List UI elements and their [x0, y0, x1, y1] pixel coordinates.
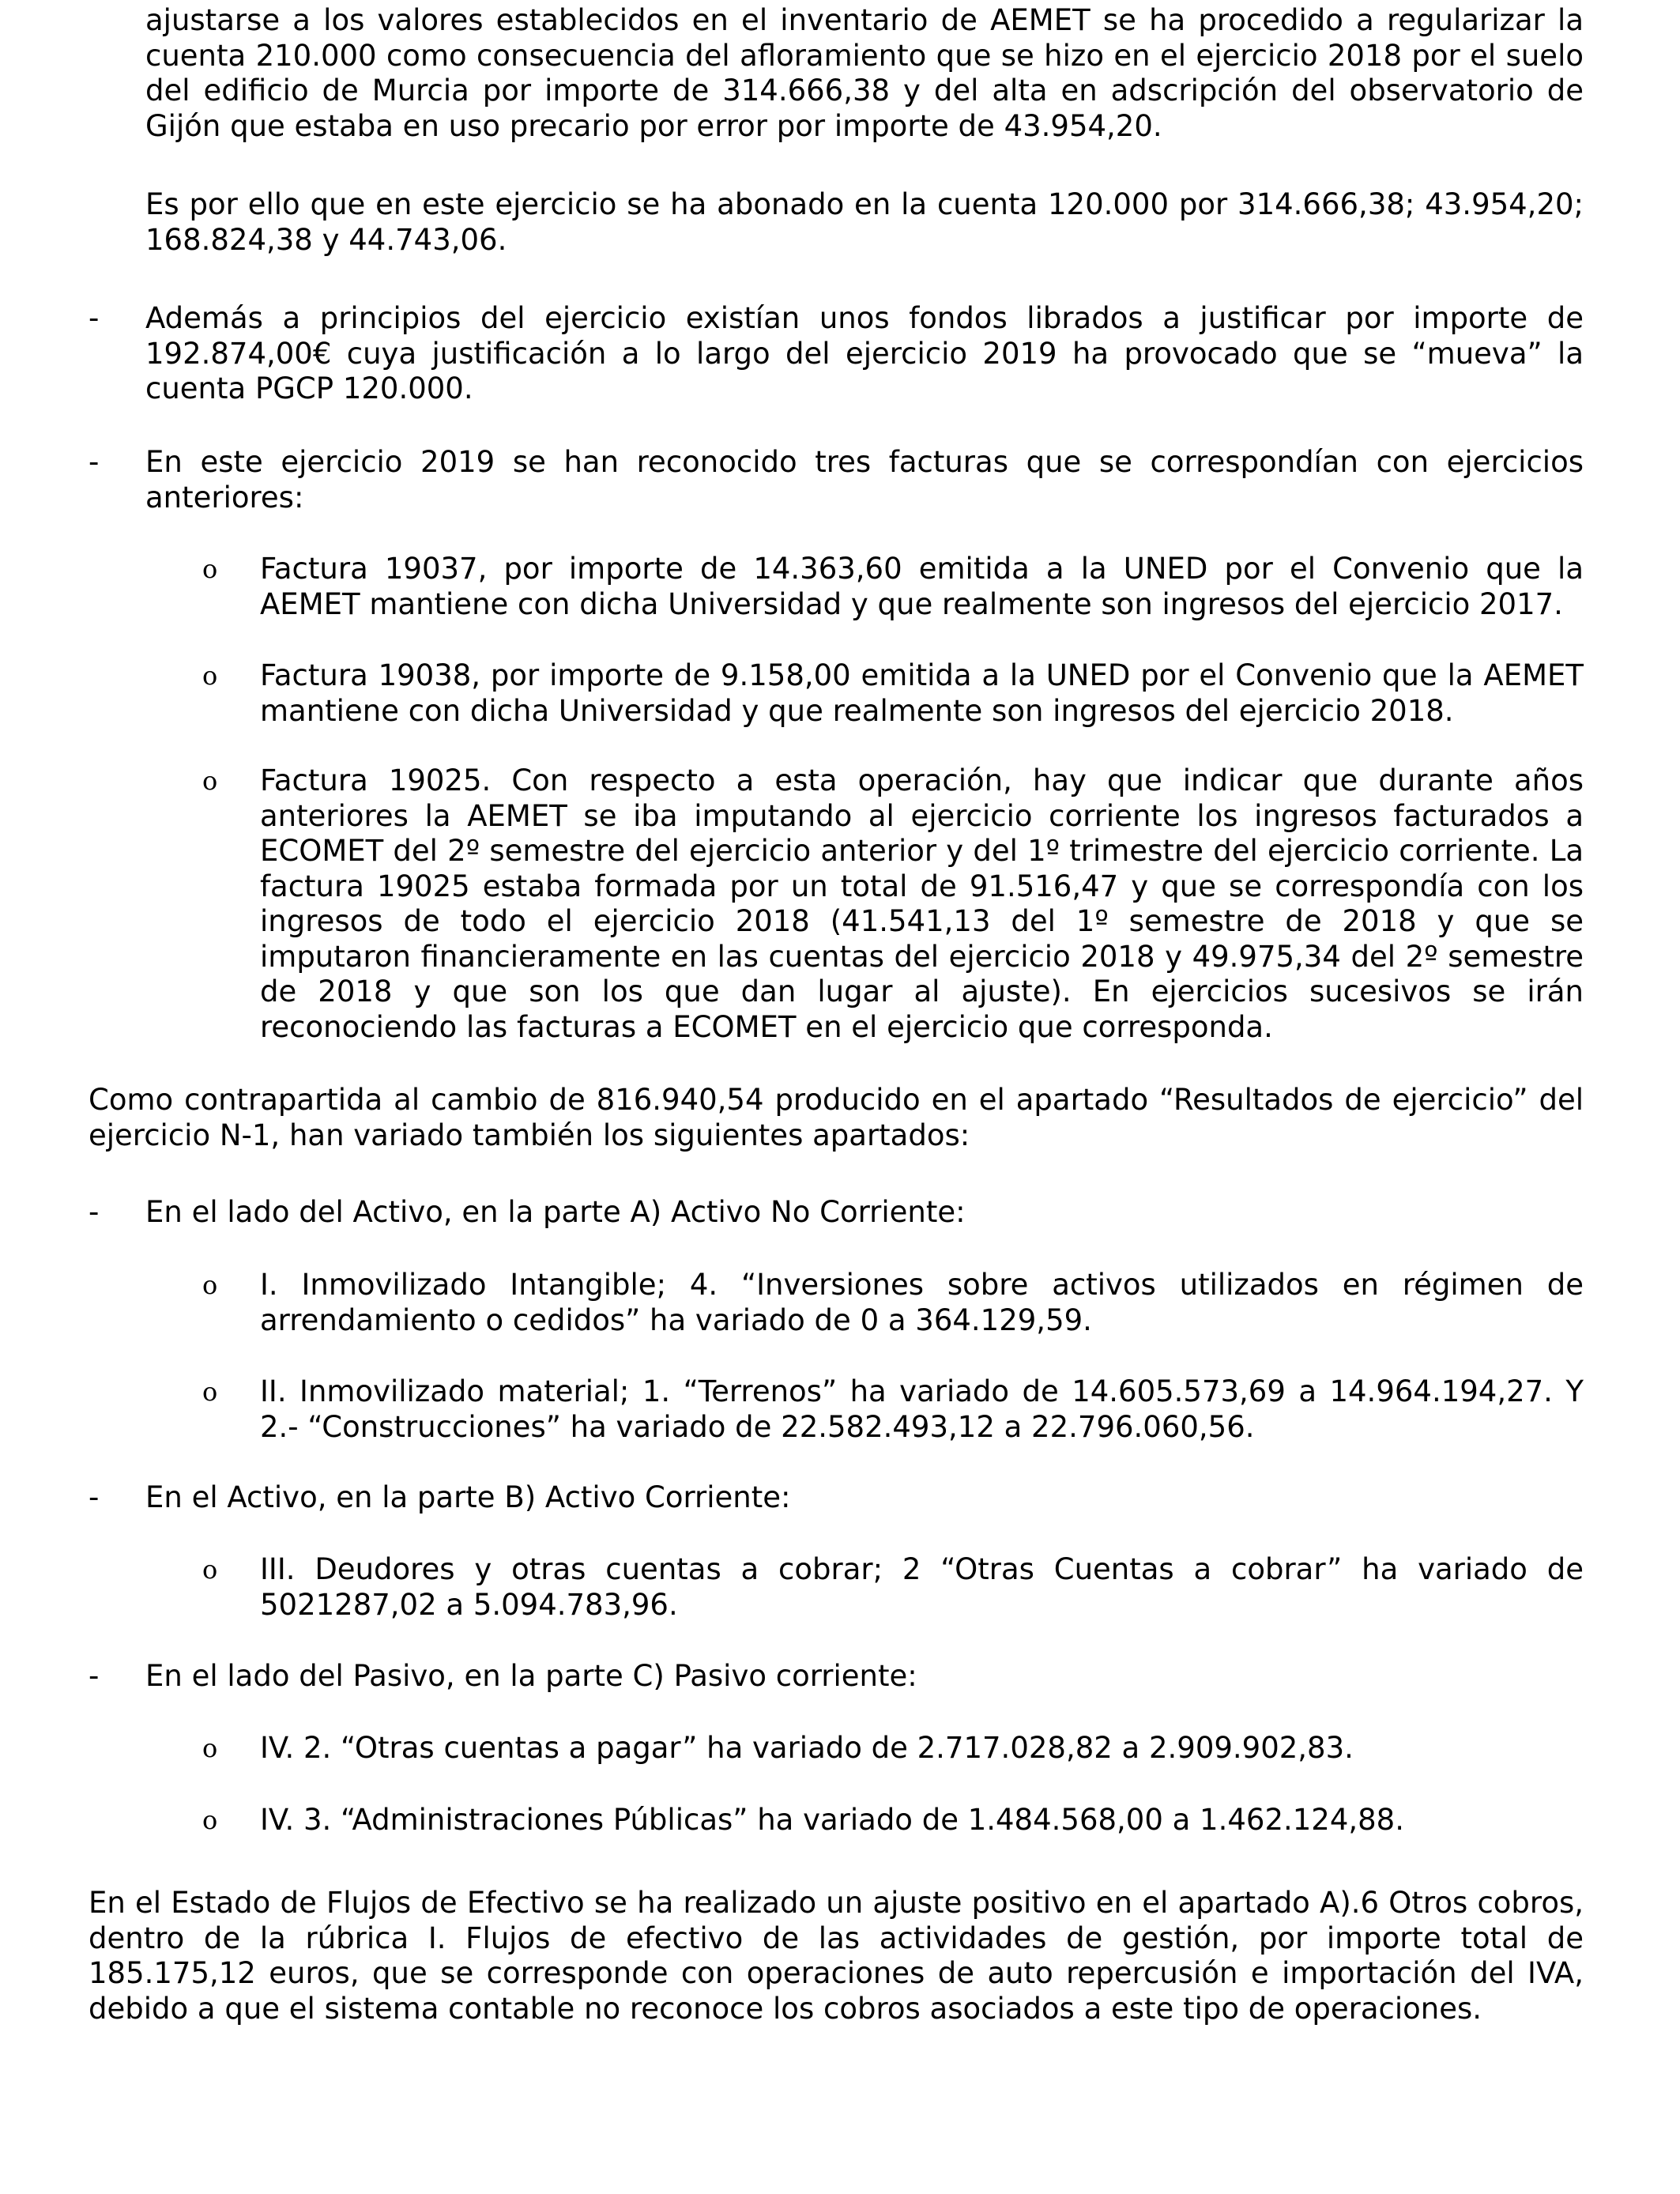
paragraph-deudores: III. Deudores y otras cuentas a cobrar; 2 “Otras Cuentas a cobrar” ha variado de 5021287,02 a 5.094.783,96.	[260, 1552, 1584, 1622]
dash-bullet: -	[89, 445, 100, 479]
paragraph-inmovilizado-intangible: I. Inmovilizado Intangible; 4. “Inversiones sobre activos utilizados en régimen de arrendamiento o cedidos” ha variado de 0 a 364.129,59.	[260, 1268, 1584, 1337]
circle-bullet: o	[202, 661, 218, 691]
circle-bullet: o	[202, 1377, 218, 1407]
circle-bullet: o	[202, 1805, 218, 1835]
paragraph-factura-19025: Factura 19025. Con respecto a esta operación, hay que indicar que durante años anteriores la AEMET se iba imputando al ejercicio corriente los ingresos facturados a ECOMET del 2º semestre del ejercicio anterior y del 1º trimestre del ejercicio corriente. La factura 19025 estaba formada por un total de 91.516,47 y que se correspondía con los ingresos de todo el ejercicio 2018 (41.541,13 del 1º semestre de 2018 y que se imputaron financieramente en las cuentas del ejercicio 2018 y 49.975,34 del 2º semestre de 2018 y que son los que dan lugar al ajuste). En ejercicios sucesivos se irán reconociendo las facturas a ECOMET en el ejercicio que corresponda.	[260, 763, 1584, 1044]
paragraph-activo-corriente: En el Activo, en la parte B) Activo Corriente:	[145, 1480, 791, 1514]
dash-bullet: -	[89, 301, 100, 335]
circle-bullet: o	[202, 1733, 218, 1763]
paragraph-administraciones-publicas: IV. 3. “Administraciones Públicas” ha variado de 1.484.568,00 a 1.462.124,88.	[260, 1803, 1404, 1837]
circle-bullet: o	[202, 1270, 218, 1300]
circle-bullet: o	[202, 766, 218, 796]
dash-bullet: -	[89, 1195, 100, 1229]
paragraph-account-120000: Es por ello que en este ejercicio se ha abonado en la cuenta 120.000 por 314.666,38; 43.954,20; 168.824,38 y 44.743,06.	[145, 187, 1584, 257]
paragraph-flujos-efectivo: En el Estado de Flujos de Efectivo se ha realizado un ajuste positivo en el apartado A).6 Otros cobros, dentro de la rúbrica I. Flujos de efectivo de las actividades de gestión, por importe total de 185.175,12 euros, que se corresponde con operaciones de auto repercusión e importación del IVA, debido a que el sistema contable no reconoce los cobros asociados a este tipo de operaciones.	[89, 1886, 1584, 2026]
paragraph-factura-19037: Factura 19037, por importe de 14.363,60 emitida a la UNED por el Convenio que la AEMET mantiene con dicha Universidad y que realmente son ingresos del ejercicio 2017.	[260, 552, 1584, 621]
paragraph-fondos-librados: Además a principios del ejercicio existían unos fondos librados a justificar por importe de 192.874,00€ cuya justificación a lo largo del ejercicio 2019 ha provocado que se “mueva” la cuenta PGCP 120.000.	[145, 301, 1584, 405]
circle-bullet: o	[202, 554, 218, 584]
paragraph-factura-19038: Factura 19038, por importe de 9.158,00 emitida a la UNED por el Convenio que la AEMET mantiene con dicha Universidad y que realmente son ingresos del ejercicio 2018.	[260, 658, 1584, 728]
paragraph-contrapartida: Como contrapartida al cambio de 816.940,54 producido en el apartado “Resultados de ejercicio” del ejercicio N-1, han variado también los siguientes apartados:	[89, 1083, 1584, 1152]
paragraph-inventory-regularization: ajustarse a los valores establecidos en el inventario de AEMET se ha procedido a regularizar la cuenta 210.000 como consecuencia del afloramiento que se hizo en el ejercicio 2018 por el suelo del edificio de Murcia por importe de 314.666,38 y del alta en adscripción del observatorio de Gijón que estaba en uso precario por error por importe de 43.954,20.	[145, 3, 1584, 143]
paragraph-activo-no-corriente: En el lado del Activo, en la parte A) Activo No Corriente:	[145, 1195, 966, 1229]
paragraph-otras-cuentas-pagar: IV. 2. “Otras cuentas a pagar” ha variado de 2.717.028,82 a 2.909.902,83.	[260, 1731, 1354, 1765]
dash-bullet: -	[89, 1480, 100, 1514]
paragraph-pasivo-corriente: En el lado del Pasivo, en la parte C) Pasivo corriente:	[145, 1659, 917, 1693]
paragraph-tres-facturas: En este ejercicio 2019 se han reconocido tres facturas que se correspondían con ejercicios anteriores:	[145, 445, 1584, 515]
paragraph-inmovilizado-material: II. Inmovilizado material; 1. “Terrenos” ha variado de 14.605.573,69 a 14.964.194,27. Y 2.- “Construcciones” ha variado de 22.582.493,12 a 22.796.060,56.	[260, 1374, 1584, 1444]
circle-bullet: o	[202, 1555, 218, 1585]
dash-bullet: -	[89, 1659, 100, 1693]
